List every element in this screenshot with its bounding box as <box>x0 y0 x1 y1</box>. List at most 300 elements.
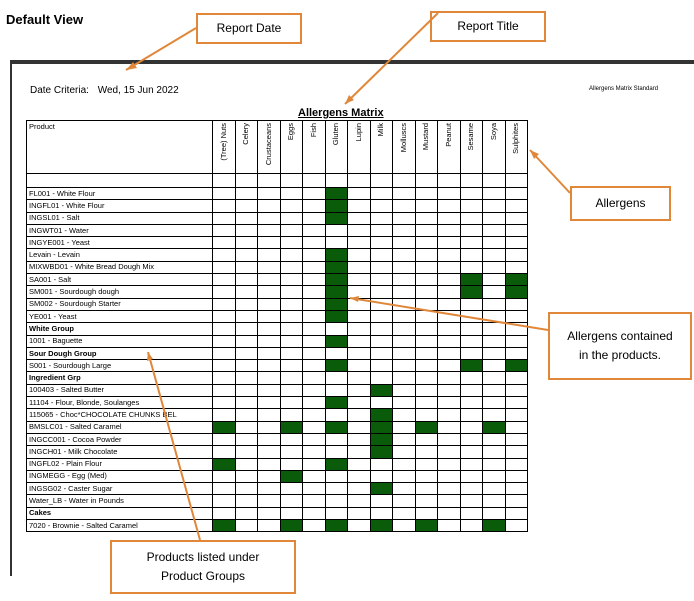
matrix-cell <box>213 310 236 322</box>
matrix-cell <box>370 310 393 322</box>
matrix-cell <box>393 174 416 188</box>
allergen-present-cell <box>370 520 393 532</box>
matrix-cell <box>213 433 236 445</box>
callout-allergens-contained: Allergens contained in the products. <box>548 312 692 380</box>
matrix-cell <box>505 298 528 310</box>
matrix-cell <box>415 274 438 286</box>
allergen-present-cell <box>483 520 506 532</box>
matrix-cell <box>505 483 528 495</box>
product-name: 11104 - Flour, Blonde, Soulanges <box>27 397 213 409</box>
matrix-cell <box>348 384 371 396</box>
matrix-cell <box>415 310 438 322</box>
matrix-cell <box>258 286 281 298</box>
allergen-header <box>325 121 348 174</box>
matrix-cell <box>370 261 393 273</box>
allergen-present-cell <box>415 421 438 433</box>
matrix-cell <box>415 261 438 273</box>
matrix-cell <box>370 212 393 224</box>
matrix-cell <box>280 286 303 298</box>
product-name: YE001 - Yeast <box>27 310 213 322</box>
matrix-cell <box>438 174 461 188</box>
matrix-cell <box>460 421 483 433</box>
matrix-cell <box>280 495 303 507</box>
allergen-header-label: Eggs <box>286 123 296 141</box>
matrix-cell <box>213 495 236 507</box>
matrix-cell <box>438 335 461 347</box>
matrix-cell <box>370 458 393 470</box>
matrix-cell <box>460 347 483 359</box>
matrix-cell <box>393 237 416 249</box>
matrix-cell <box>460 483 483 495</box>
matrix-cell <box>438 249 461 261</box>
matrix-cell <box>348 286 371 298</box>
matrix-cell <box>258 298 281 310</box>
matrix-cell <box>235 421 258 433</box>
matrix-cell <box>370 323 393 335</box>
matrix-cell <box>325 433 348 445</box>
matrix-cell <box>280 224 303 236</box>
matrix-cell <box>505 520 528 532</box>
matrix-cell <box>348 421 371 433</box>
matrix-cell <box>460 261 483 273</box>
allergen-present-cell <box>280 421 303 433</box>
matrix-cell <box>393 433 416 445</box>
matrix-cell <box>348 310 371 322</box>
matrix-cell <box>303 237 326 249</box>
matrix-cell <box>213 286 236 298</box>
matrix-cell <box>303 188 326 200</box>
matrix-cell <box>325 237 348 249</box>
matrix-cell <box>213 174 236 188</box>
matrix-cell <box>393 397 416 409</box>
matrix-cell <box>235 188 258 200</box>
allergen-present-cell <box>483 421 506 433</box>
matrix-cell <box>393 384 416 396</box>
matrix-cell <box>460 335 483 347</box>
report-standard: Allergens Matrix Standard <box>589 86 659 92</box>
matrix-cell <box>460 397 483 409</box>
allergen-present-cell <box>505 286 528 298</box>
matrix-cell <box>235 507 258 519</box>
matrix-cell <box>483 212 506 224</box>
matrix-cell <box>348 470 371 482</box>
matrix-cell <box>415 188 438 200</box>
matrix-cell <box>483 507 506 519</box>
matrix-cell <box>325 347 348 359</box>
matrix-cell <box>370 286 393 298</box>
matrix-cell <box>483 274 506 286</box>
matrix-cell <box>303 174 326 188</box>
matrix-cell <box>415 458 438 470</box>
matrix-cell <box>505 495 528 507</box>
matrix-cell <box>483 458 506 470</box>
allergen-header <box>213 121 236 174</box>
allergen-header-label: Fish <box>308 123 318 138</box>
matrix-cell <box>235 397 258 409</box>
matrix-cell <box>483 397 506 409</box>
matrix-cell <box>415 397 438 409</box>
matrix-cell <box>213 347 236 359</box>
matrix-cell <box>235 298 258 310</box>
product-name: Water_LB - Water in Pounds <box>27 495 213 507</box>
allergen-present-cell <box>325 261 348 273</box>
allergen-present-cell <box>370 483 393 495</box>
product-group-name: Ingredient Grp <box>27 372 213 384</box>
matrix-cell <box>235 495 258 507</box>
matrix-cell <box>483 261 506 273</box>
product-row <box>27 286 528 298</box>
matrix-cell <box>325 470 348 482</box>
matrix-cell <box>460 188 483 200</box>
allergen-header-label: Sulphites <box>511 123 521 154</box>
matrix-cell <box>460 212 483 224</box>
matrix-cell <box>393 261 416 273</box>
matrix-cell <box>325 372 348 384</box>
matrix-cell <box>258 261 281 273</box>
matrix-cell <box>393 249 416 261</box>
matrix-cell <box>460 495 483 507</box>
matrix-cell <box>235 200 258 212</box>
matrix-cell <box>235 335 258 347</box>
matrix-cell <box>505 446 528 458</box>
product-row <box>27 261 528 273</box>
matrix-cell <box>438 310 461 322</box>
allergen-header <box>258 121 281 174</box>
matrix-cell <box>280 360 303 372</box>
allergen-header <box>370 121 393 174</box>
matrix-cell <box>393 458 416 470</box>
matrix-cell <box>415 347 438 359</box>
matrix-cell <box>348 446 371 458</box>
matrix-cell <box>438 347 461 359</box>
matrix-cell <box>280 323 303 335</box>
matrix-cell <box>280 384 303 396</box>
allergen-header <box>438 121 461 174</box>
matrix-cell <box>370 495 393 507</box>
allergen-header-label: Celery <box>241 123 251 145</box>
matrix-cell <box>258 495 281 507</box>
product-row <box>27 470 528 482</box>
matrix-cell <box>505 323 528 335</box>
matrix-cell <box>235 174 258 188</box>
matrix-cell <box>303 446 326 458</box>
matrix-cell <box>303 249 326 261</box>
allergen-present-cell <box>325 335 348 347</box>
matrix-cell <box>438 372 461 384</box>
product-row <box>27 446 528 458</box>
matrix-cell <box>303 286 326 298</box>
matrix-cell <box>505 335 528 347</box>
matrix-cell <box>348 274 371 286</box>
matrix-cell <box>213 483 236 495</box>
matrix-cell <box>348 372 371 384</box>
allergen-present-cell <box>280 520 303 532</box>
matrix-cell <box>505 347 528 359</box>
product-name: 115065 - Choc*CHOCOLATE CHUNKS BEL <box>27 409 213 421</box>
matrix-cell <box>348 188 371 200</box>
matrix-cell <box>258 310 281 322</box>
matrix-cell <box>438 495 461 507</box>
matrix-cell <box>213 323 236 335</box>
matrix-cell <box>303 360 326 372</box>
matrix-cell <box>280 249 303 261</box>
allergen-present-cell <box>325 421 348 433</box>
matrix-cell <box>235 470 258 482</box>
matrix-cell <box>280 507 303 519</box>
matrix-cell <box>415 409 438 421</box>
matrix-cell <box>460 200 483 212</box>
product-row <box>27 310 528 322</box>
matrix-cell <box>303 212 326 224</box>
matrix-cell <box>213 249 236 261</box>
matrix-cell <box>483 495 506 507</box>
matrix-cell <box>235 520 258 532</box>
matrix-cell <box>348 433 371 445</box>
matrix-cell <box>415 212 438 224</box>
matrix-cell <box>213 507 236 519</box>
product-name: INGCH01 - Milk Chocolate <box>27 446 213 458</box>
matrix-cell <box>483 335 506 347</box>
matrix-header-row <box>27 121 528 174</box>
matrix-cell <box>258 372 281 384</box>
allergen-present-cell <box>505 274 528 286</box>
matrix-cell <box>438 274 461 286</box>
matrix-cell <box>370 372 393 384</box>
matrix-cell <box>505 397 528 409</box>
matrix-cell <box>213 470 236 482</box>
matrix-cell <box>370 200 393 212</box>
matrix-cell <box>505 409 528 421</box>
matrix-cell <box>303 310 326 322</box>
matrix-cell <box>438 458 461 470</box>
matrix-cell <box>370 470 393 482</box>
matrix-cell <box>393 224 416 236</box>
allergen-header-label: Peanut <box>443 123 453 147</box>
matrix-cell <box>258 520 281 532</box>
matrix-cell <box>438 188 461 200</box>
matrix-cell <box>325 224 348 236</box>
matrix-cell <box>213 409 236 421</box>
matrix-cell <box>415 433 438 445</box>
matrix-cell <box>280 212 303 224</box>
product-name: SA001 - Salt <box>27 274 213 286</box>
arrowhead-report-title <box>345 95 354 104</box>
matrix-cell <box>348 397 371 409</box>
allergen-header <box>505 121 528 174</box>
matrix-cell <box>213 335 236 347</box>
matrix-cell <box>415 372 438 384</box>
matrix-cell <box>235 446 258 458</box>
matrix-cell <box>415 323 438 335</box>
matrix-cell <box>258 249 281 261</box>
allergen-header-label: Sesame <box>466 123 476 151</box>
matrix-cell <box>348 249 371 261</box>
matrix-cell <box>303 507 326 519</box>
matrix-cell <box>280 397 303 409</box>
matrix-cell <box>303 274 326 286</box>
allergen-present-cell <box>415 520 438 532</box>
matrix-cell <box>393 409 416 421</box>
matrix-cell <box>460 409 483 421</box>
allergen-present-cell <box>325 274 348 286</box>
matrix-cell <box>393 520 416 532</box>
matrix-cell <box>258 188 281 200</box>
matrix-cell <box>483 174 506 188</box>
matrix-cell <box>415 200 438 212</box>
matrix-cell <box>460 507 483 519</box>
matrix-cell <box>280 347 303 359</box>
matrix-cell <box>483 446 506 458</box>
matrix-cell <box>213 224 236 236</box>
matrix-cell <box>483 323 506 335</box>
matrix-cell <box>460 174 483 188</box>
allergen-present-cell <box>370 384 393 396</box>
allergen-present-cell <box>213 458 236 470</box>
matrix-cell <box>505 384 528 396</box>
matrix-cell <box>235 483 258 495</box>
matrix-cell <box>370 188 393 200</box>
matrix-cell <box>460 446 483 458</box>
matrix-cell <box>460 298 483 310</box>
matrix-cell <box>415 335 438 347</box>
page-heading: Default View <box>6 12 84 27</box>
matrix-cell <box>393 483 416 495</box>
allergen-present-cell <box>325 520 348 532</box>
matrix-cell <box>303 397 326 409</box>
product-name: INGSG02 - Caster Sugar <box>27 483 213 495</box>
product-row <box>27 483 528 495</box>
product-group-row <box>27 372 528 384</box>
matrix-cell <box>393 323 416 335</box>
matrix-cell <box>460 458 483 470</box>
matrix-cell <box>280 310 303 322</box>
product-group-name: Sour Dough Group <box>27 347 213 359</box>
matrix-cell <box>280 237 303 249</box>
matrix-cell <box>325 323 348 335</box>
allergen-present-cell <box>505 360 528 372</box>
allergen-present-cell <box>325 212 348 224</box>
matrix-cell <box>213 212 236 224</box>
matrix-cell <box>483 409 506 421</box>
matrix-cell <box>348 495 371 507</box>
matrix-cell <box>393 310 416 322</box>
matrix-cell <box>213 372 236 384</box>
matrix-cell <box>483 224 506 236</box>
matrix-cell <box>348 483 371 495</box>
allergen-present-cell <box>325 310 348 322</box>
matrix-cell <box>483 249 506 261</box>
matrix-cell <box>303 483 326 495</box>
allergen-header-label: Lupin <box>353 123 363 142</box>
product-name: INGWT01 - Water <box>27 224 213 236</box>
matrix-cell <box>235 384 258 396</box>
allergen-present-cell <box>325 188 348 200</box>
matrix-cell <box>483 470 506 482</box>
matrix-cell <box>348 335 371 347</box>
matrix-cell <box>415 483 438 495</box>
product-row <box>27 224 528 236</box>
product-row <box>27 274 528 286</box>
matrix-cell <box>393 360 416 372</box>
matrix-cell <box>393 507 416 519</box>
matrix-cell <box>393 200 416 212</box>
matrix-cell <box>370 347 393 359</box>
matrix-cell <box>258 446 281 458</box>
product-name: MIXWBD01 - White Bread Dough Mix <box>27 261 213 273</box>
matrix-cell <box>505 249 528 261</box>
matrix-cell <box>370 507 393 519</box>
callout-report-date: Report Date <box>196 13 302 44</box>
matrix-cell <box>483 200 506 212</box>
product-name: 7020 - Brownie - Salted Caramel <box>27 520 213 532</box>
matrix-cell <box>438 224 461 236</box>
arrow-report-title <box>345 13 438 104</box>
matrix-cell <box>460 384 483 396</box>
matrix-cell <box>393 347 416 359</box>
matrix-cell <box>303 433 326 445</box>
matrix-cell <box>303 520 326 532</box>
matrix-cell <box>235 347 258 359</box>
matrix-cell <box>438 520 461 532</box>
matrix-cell <box>393 495 416 507</box>
matrix-cell <box>303 372 326 384</box>
date-label: Date Criteria: <box>30 85 89 96</box>
matrix-cell <box>483 347 506 359</box>
allergen-header-label: Mustard <box>421 123 431 151</box>
matrix-cell <box>303 323 326 335</box>
allergen-present-cell <box>325 286 348 298</box>
matrix-cell <box>438 446 461 458</box>
matrix-cell <box>393 212 416 224</box>
matrix-cell <box>348 347 371 359</box>
matrix-cell <box>303 470 326 482</box>
matrix-cell <box>370 237 393 249</box>
matrix-cell <box>415 237 438 249</box>
matrix-cell <box>258 237 281 249</box>
matrix-cell <box>213 384 236 396</box>
matrix-cell <box>258 421 281 433</box>
matrix-cell <box>460 224 483 236</box>
allergen-header <box>460 121 483 174</box>
matrix-cell <box>505 507 528 519</box>
allergen-present-cell <box>370 446 393 458</box>
matrix-cell <box>415 249 438 261</box>
allergen-present-cell <box>370 433 393 445</box>
matrix-cell <box>370 397 393 409</box>
product-row <box>27 360 528 372</box>
allergen-header-label: Gluten <box>331 123 341 146</box>
matrix-cell <box>460 470 483 482</box>
matrix-cell <box>235 237 258 249</box>
allergens-matrix <box>26 120 528 532</box>
matrix-cell <box>415 224 438 236</box>
matrix-cell <box>370 335 393 347</box>
allergen-header <box>280 121 303 174</box>
matrix-cell <box>415 470 438 482</box>
product-row <box>27 200 528 212</box>
matrix-cell <box>258 483 281 495</box>
product-row <box>27 421 528 433</box>
allergen-present-cell <box>325 249 348 261</box>
matrix-cell <box>348 507 371 519</box>
matrix-cell <box>213 360 236 372</box>
matrix-cell <box>303 347 326 359</box>
matrix-cell <box>393 188 416 200</box>
matrix-cell <box>438 286 461 298</box>
product-name: INGFL02 - Plain Flour <box>27 458 213 470</box>
product-row <box>27 384 528 396</box>
matrix-cell <box>258 433 281 445</box>
